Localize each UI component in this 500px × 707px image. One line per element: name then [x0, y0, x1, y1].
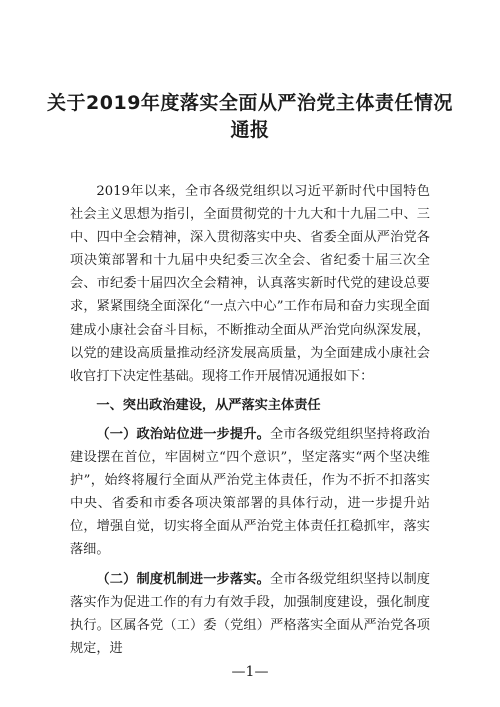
section-heading-1: 一、突出政治建设，从严落实主体责任 [96, 397, 321, 413]
document-body [70, 180, 430, 660]
page-number: —1— [231, 664, 269, 680]
subsection-2-title: （二）制度机制进一步落实。 [96, 571, 270, 587]
subsection-2-text: 全市各级党组织坚持以制度落实作为促进工作的有力有效手段，加强制度建设，强化制度执行。区属各党（工）委（党组）严格落实全面从严治党各项规定，进 [70, 571, 430, 656]
intro-paragraph: 2019年以来，全市各级党组织以习近平新时代中国特色社会主义思想为指引，全面贯彻党的十九大和十九届二中、三中、四中全会精神，深入贯彻落实中央、省委全面从严治党各项决策部署和十九届中央纪委三次全会、省纪委十届三次全会、市纪委十届四次全会精神，认真落实新时代党的建设总要求，紧紧围绕全面深化“一点六中心”工作布局和奋力实现全面建成小康社会奋斗目标，不断推动全面从严治党向纵深发展，以党的建设高质量推动经济发展高质量，为全面建成小康社会收官打下决定性基础。现将工作开展情况通报如下： [70, 184, 430, 384]
document-title: 关于2019年度落实全面从严治党主体责任情况通报 [47, 92, 453, 141]
subsection-1-title: （一）政治站位进一步提升。 [96, 426, 270, 442]
subsection-1-paragraph [70, 423, 430, 562]
subsection-2-paragraph [70, 568, 430, 660]
subsection-1-text: 全市各级党组织坚持将政治建设摆在首位，牢固树立“四个意识”，坚定落实“两个坚决维护”，始终将履行全面从严治党主体责任，作为不折不扣落实中央、省委和市委各项决策部署的具体行动，进一步提升站位，增强自觉，切实将全面从严治党主体责任扛稳抓牢，落实落细。 [70, 426, 430, 558]
